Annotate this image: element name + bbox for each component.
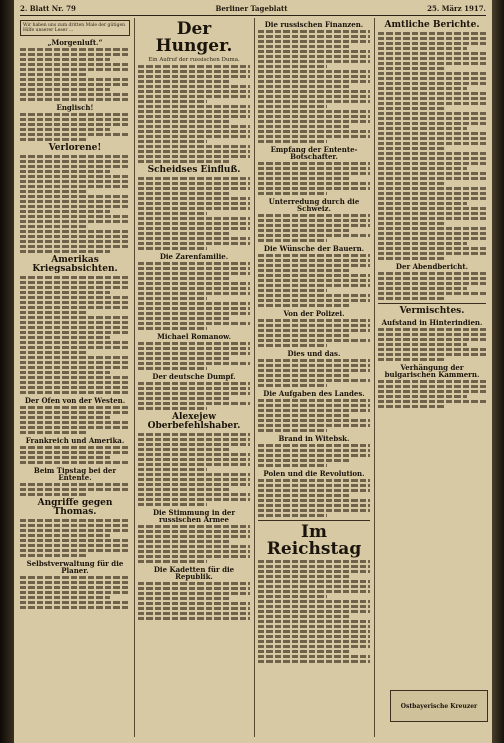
page-header <box>20 2 486 14</box>
newspaper-page <box>14 0 492 743</box>
col3-headline-7: Die Aufgaben des Landes. <box>263 389 365 398</box>
col3-headline-5: Von der Polizei. <box>283 309 345 318</box>
col2-headline-4: Der deutsche Dumpf. <box>152 372 236 382</box>
col4-main-title: Amtliche Berichte. <box>384 20 480 30</box>
col3-headline-2: Empfang der Entente-Botschafter. <box>270 145 358 161</box>
col4-headline-3: Aufstand in Hinterindien. <box>381 318 483 327</box>
col1-headline-2: Englisch! <box>56 103 94 112</box>
header-left: 2. Blatt Nr. 79 <box>20 3 76 13</box>
column-1 <box>20 18 130 739</box>
col1-headline-6: Frankreich und Amerika. <box>25 436 125 445</box>
header-right: 25. März 1917. <box>427 3 486 13</box>
col1-headline-7: Beim Tipstag bei der Entente. <box>33 466 117 482</box>
header-rule <box>20 15 486 16</box>
col4-headline-2: Vermischtes. <box>399 306 465 316</box>
col1-headline-3: Verlorene! <box>48 143 102 153</box>
header-center: Berliner Tageblatt <box>215 3 288 13</box>
column-divider <box>374 18 375 737</box>
col4-headline-1: Der Abendbericht. <box>395 262 469 271</box>
col4-headline-4: Verhängung der bulgarischen Kammern. <box>384 363 480 379</box>
column-4 <box>378 18 486 739</box>
col3-headline-8: Brand in Witebsk. <box>278 434 350 443</box>
col1-headline-4: Amerikas Kriegsabsichten. <box>32 255 118 274</box>
col3-headline-4: Die Wünsche der Bauern. <box>263 244 365 253</box>
col3-headline-9: Polen und die Revolution. <box>263 469 365 478</box>
page-edge-shadow <box>492 0 504 743</box>
col2-headline-3: Michael Romanow. <box>157 332 231 342</box>
col2-main-title: Der Hunger. <box>155 19 233 56</box>
col3-headline-3: Unterredung durch die Schweiz. <box>268 197 360 213</box>
col1-headline-1: „Morgenluft.“ <box>47 38 103 47</box>
page-binding-shadow <box>0 0 14 743</box>
col2-headline-5: Alexejew Oberbefehlshaber. <box>147 412 241 432</box>
advertisement-box: Ostbayerische Kreuzer <box>390 690 488 722</box>
column-2 <box>138 18 250 739</box>
col1-headline-8: Angriffe gegen Thomas. <box>37 498 113 517</box>
col2-headline-7: Die Kadetten für die Republik. <box>153 565 235 582</box>
col3-headline-6: Dies und das. <box>287 349 341 358</box>
column-divider <box>254 18 255 737</box>
col2-subtitle: Ein Aufruf der russischen Duma. <box>148 57 240 63</box>
column-divider <box>134 18 135 737</box>
col2-headline-6: Die Stimmung in der russischen Armee <box>152 508 236 525</box>
col3-headline-1: Die russischen Finanzen. <box>264 20 364 29</box>
col1-headline-9: Selbstverwaltung für die Planer. <box>26 559 124 575</box>
notice-box: Wir haben uns zum dritten Male der gütigen Hilfe unserer Leser ... <box>20 20 130 36</box>
col1-headline-5: Der Ofen von der Westen. <box>24 396 126 405</box>
col2-headline-1: Scheidses Einfluß. <box>147 165 241 176</box>
col2-headline-2: Die Zarenfamilie. <box>159 252 229 262</box>
column-3 <box>258 18 370 739</box>
col3-big-title: Im Reichstag <box>266 522 362 559</box>
